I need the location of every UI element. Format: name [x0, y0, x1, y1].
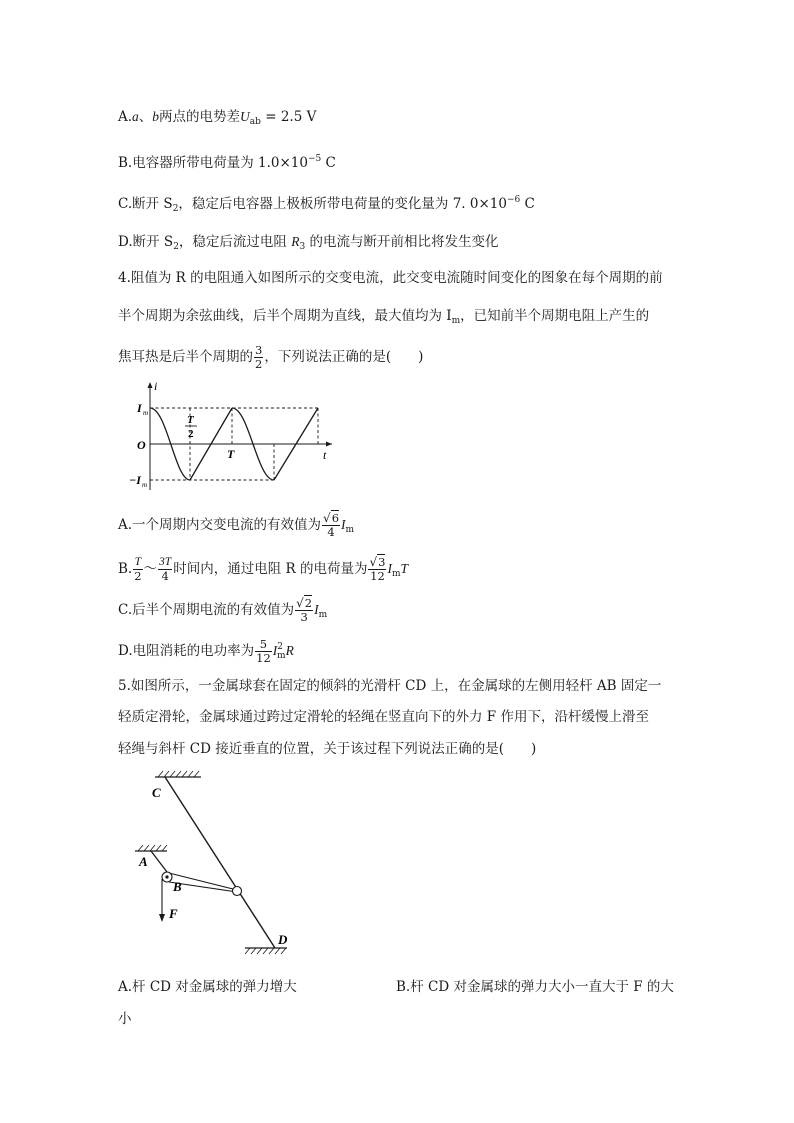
q5-stem-line2: 轻质定滑轮，金属球通过跨过定滑轮的轻绳在竖直向下的外力 F 作用下，沿杆缓慢上滑至	[118, 709, 649, 725]
q5-option-a: A.杆 CD 对金属球的弹力增大	[118, 979, 297, 995]
label-b: B	[173, 879, 182, 894]
q4-option-b: B. $\frac{T}{2}$ ～ $\frac{3T}{4}$ 时间内，通过电阻 R 的电荷量为 $\frac{√3}{12}$ $I_mT$	[118, 555, 408, 583]
q4-stem-line1: 4.阻值为 R 的电阻通入如图所示的交变电流，此交变电流随时间变化的图象在每个周期的前	[118, 270, 663, 286]
origin-label: O	[137, 438, 146, 452]
im-label-sub: m	[143, 409, 149, 417]
rod-cd	[165, 777, 275, 948]
q4-current-graph	[120, 378, 340, 498]
q4-option-a: A.一个周期内交变电流的有效值为 $\frac{√6}{4}$ $I_m$	[118, 511, 355, 539]
label-c: C	[152, 785, 161, 800]
q4-stem-line2: 半个周期为余弦曲线，后半个周期为直线，最大值均为 $I_m$，已知前半个周期电阻上产生的	[118, 308, 650, 326]
f-arrow	[159, 914, 165, 922]
fraction-3-2: $\frac{3}{2}$	[255, 343, 263, 371]
q5-stem-line3: 轻绳与斜杆 CD 接近垂直的位置，关于该过程下列说法正确的是( )	[118, 741, 537, 757]
t-label: T	[227, 447, 235, 461]
q5-stem-line1: 5.如图所示，一金属球套在固定的倾斜的光滑杆 CD 上，在金属球的左侧用轻杆 AB 固定一	[118, 678, 662, 694]
neg-im-label-sub: m	[142, 481, 148, 489]
neg-im-label: −I	[129, 473, 141, 487]
q3-option-b: B.电容器所带电荷量为 $1.0\times 10^{-5}$ C	[118, 154, 336, 171]
rod-ab	[151, 851, 167, 872]
q3-option-c: C.断开 $S_2$，稳定后电容器上极板所带电荷量的变化量为 7. $0\times 10^{-6}$ C	[118, 195, 535, 214]
metal-ball	[233, 887, 242, 896]
q4-option-c: C.后半个周期电流的有效值为 $\frac{√2}{3}$ $I_m$	[118, 596, 328, 624]
q5-rod-pulley-figure	[125, 770, 315, 960]
t-axis-arrow	[326, 442, 332, 447]
i-axis-label: i	[154, 379, 158, 393]
label-d: D	[278, 932, 288, 947]
i-axis-arrow	[148, 382, 153, 388]
im-label: I	[137, 401, 142, 415]
q4-stem-line3: 焦耳热是后半个周期的 $\frac{3}{2}$ ，下列说法正确的是( )	[118, 343, 424, 371]
q4-option-d: D.电阻消耗的电功率为 $\frac{5}{12}$ $I^2_mR$	[118, 637, 294, 665]
t-axis-label: t	[323, 448, 327, 462]
q5-option-b-continued: 小	[118, 1011, 132, 1027]
q5-option-b: B.杆 CD 对金属球的弹力大小一直大于 F 的大	[396, 979, 674, 995]
half-t-den: 2	[188, 428, 194, 440]
label-f: F	[169, 906, 178, 921]
q3-option-d: D.断开 $S_2$，稳定后流过电阻 $R_3$ 的电流与断开前相比将发生变化	[118, 234, 499, 252]
label-a: A	[139, 854, 148, 869]
half-t-num: T	[187, 414, 194, 426]
q3-option-a: A.a、b两点的电势差$U_{ab} = 2.5$ V	[118, 109, 317, 127]
